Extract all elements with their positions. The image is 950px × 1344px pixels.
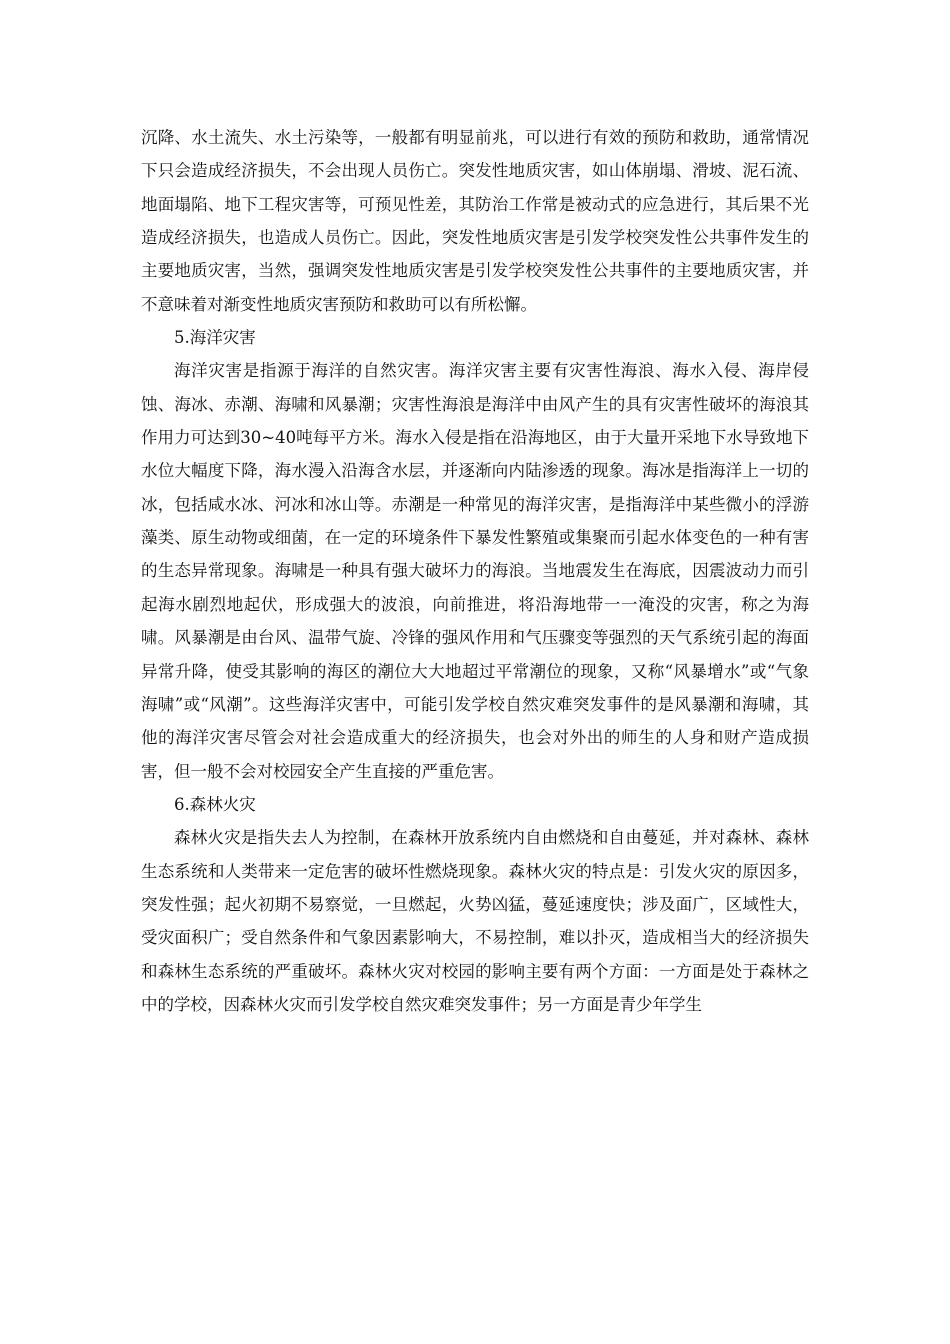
paragraph-forest-fire: 森林火灾是指失去人为控制，在森林开放系统内自由燃烧和自由蔓延，并对森林、森林生态系统和人类带来一定危害的破坏性燃烧现象。森林火灾的特点是：引发火灾的原因多，突发性强；起火初期不易察觉，一旦燃起，火势凶猛，蔓延速度快；涉及面广，区域性大，受灾面积广；受自然条件和气象因素影响大，不易控制，难以扑灭，造成相当大的经济损失和森林生态系统的严重破坏。森林火灾对校园的影响主要有两个方面：一方面是处于森林之中的学校，因森林火灾而引发学校自然灾难突发事件；另一方面是青少年学生 xyxy=(141,828,809,1014)
document-body xyxy=(141,121,809,1021)
paragraph-ocean-disasters: 海洋灾害是指源于海洋的自然灾害。海洋灾害主要有灾害性海浪、海水入侵、海岸侵蚀、海冰、赤潮、海啸和风暴潮；灾害性海浪是海洋中由风产生的具有灾害性破坏的海浪其作用力可达到30~40吨每平方米。海水入侵是指在沿海地区，由于大量开采地下水导致地下水位大幅度下降，海水漫入沿海含水层，并逐渐向内陆渗透的现象。海冰是指海洋上一切的冰，包括咸水冰、河冰和冰山等。赤潮是一种常见的海洋灾害，是指海洋中某些微小的浮游藻类、原生动物或细菌，在一定的环境条件下暴发性繁殖或集聚而引起水体变色的一种有害的生态异常现象。海啸是一种具有强大破坏力的海浪。当地震发生在海底，因震波动力而引起海水剧烈地起伏，形成强大的波浪，向前推进，将沿海地带一一淹没的灾害，称之为海啸。风暴潮是由台风、温带气旋、冷锋的强风作用和气压骤变等强烈的天气系统引起的海面异常升降，使受其影响的海区的潮位大大地超过平常潮位的现象，又称“风暴增水”或“气象海啸”或“风潮”。这些海洋灾害中，可能引发学校自然灾难突发事件的是风暴潮和海啸，其他的海洋灾害尽管会对社会造成重大的经济损失，也会对外出的师生的人身和财产造成损害，但一般不会对校园安全产生直接的严重危害。 xyxy=(141,361,809,781)
section-heading-ocean-disasters: 5.海洋灾害 xyxy=(174,328,256,348)
paragraph-geological-continuation: 沉降、水土流失、水土污染等，一般都有明显前兆，可以进行有效的预防和救助，通常情况下只会造成经济损失，不会出现人员伤亡。突发性地质灾害，如山体崩塌、滑坡、泥石流、地面塌陷、地下工程灾害等，可预见性差，其防治工作常是被动式的应急进行，其后果不光造成经济损失，也造成人员伤亡。因此，突发性地质灾害是引发学校突发性公共事件发生的主要地质灾害，当然，强调突发性地质灾害是引发学校突发性公共事件的主要地质灾害，并不意味着对渐变性地质灾害预防和救助可以有所松懈。 xyxy=(141,128,809,314)
section-heading-forest-fire: 6.森林火灾 xyxy=(174,794,256,814)
